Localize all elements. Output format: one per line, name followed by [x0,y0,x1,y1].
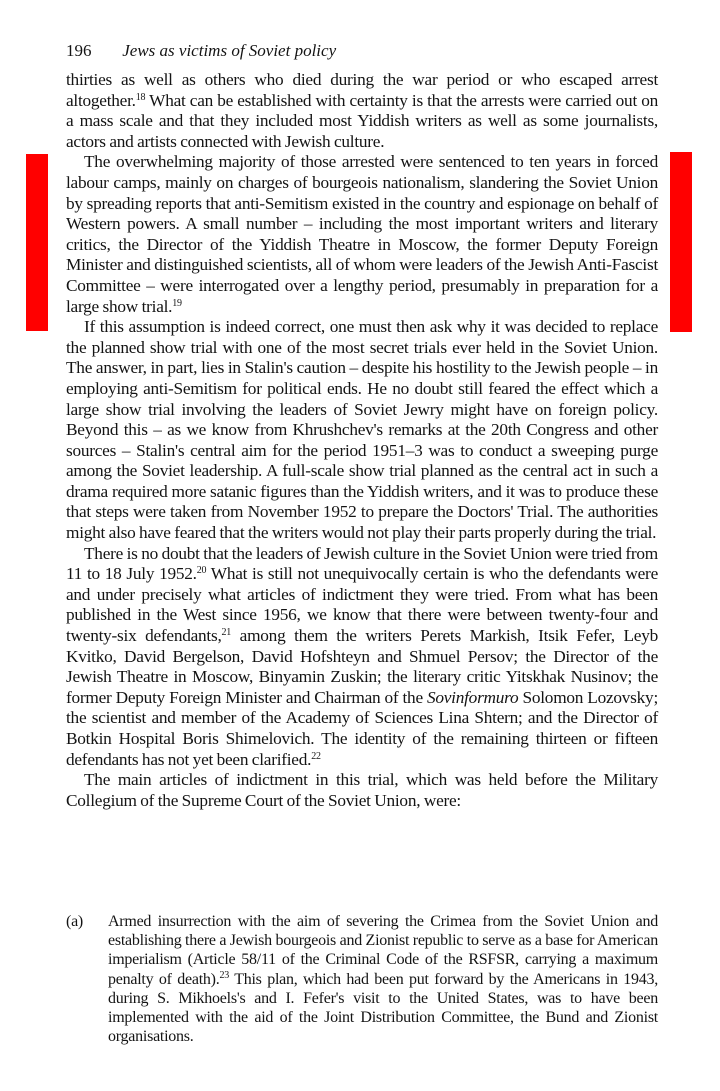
list-item-text [108,912,658,1046]
paragraph-defendants [66,544,658,771]
paragraph-continuation [66,70,658,152]
footnote-ref: 19 [172,297,182,309]
text-run: There is no doubt that the leaders of Jewish culture in the Soviet Union were tried from 11 to 18 July 1952. [66,543,658,584]
indictment-list [66,912,658,1046]
footnote-ref: 23 [219,969,229,981]
footnote-ref: 21 [221,627,232,639]
text-run: If this assumption is indeed correct, one must then ask why it was decided to replace the planned show trial with one of the most secret trials ever held in the Soviet Union. The answer, in part, lies in Stalin's caution – despite his hostility to the Jewish people – in employing anti-Semitism for political ends. He no doubt still feared the effect which a large show trial involving the leaders of Soviet Jewry might have on foreign policy. Beyond this – as we know from Khrushchev's remarks at the 20th Congress and other sources – Stalin's central aim for the period 1951–3 was to conduct a sweeping purge among the Soviet leadership. A full-scale show trial planned as the central act in such a drama required more satanic figures than the Yiddish writers, and it was to produce these that steps were taken from November 1952 to prepare the Doctors' Trial. The authorities might also have feared that the writers would not play their parts properly during the trial. [66,317,658,543]
footnote-ref: 18 [135,91,146,103]
paragraph-show-trial [66,317,658,544]
text-run: among them the writers Perets Markish, Itsik Fefer, Leyb Kvitko, David Bergelson, David Hofshteyn and Shmuel Persov; the Director of the Jewish Theatre in Moscow, Binyamin Zuskin; the literary critic Yitskhak Nusinov; the former Deputy Foreign Minister and Chairman of the [66,626,658,707]
text-run: The overwhelming majority of those arrested were sentenced to ten years in forced labour camps, mainly on charges of bourgeois nationalism, slandering the Soviet Union by spreading reports that anti-Semitism existed in the country and espionage on behalf of Western powers. A small number – including the most important writers and literary critics, the Director of the Yiddish Theatre in Moscow, the former Deputy Foreign Minister and distinguished scientists, all of whom were leaders of the Jewish Anti-Fascist Committee – were interrogated over a lengthy period, presumably in preparation for a large show trial. [66,152,658,316]
text-run: thirties as well as others who died during the war period or who escaped arrest altogether. [66,70,658,110]
text-run: What is still not unequivocally certain is who the defendants were and under precisely what articles of indictment they were tried. From what has been published in the West since 1956, we know that there were between twenty-four and twenty-six defendants, [66,564,658,646]
page-number: 196 [66,41,92,60]
paragraph-sentences [66,152,658,317]
italic-term: Sovinformuro [426,687,519,707]
running-title: Jews as victims of Soviet policy [122,41,337,60]
text-run: What can be established with certainty is that the arrests were carried out on a mass scale and that they included most Yiddish writers as well as some journalists, actors and artists connected with Jewish culture. [66,90,658,151]
list-marker: (a) [66,913,84,930]
text-run: Armed insurrection with the aim of severing the Crimea from the Soviet Union and establishing there a Jewish bourgeois and Zionist republic to serve as a base for American imperialism (Article 58/11 of the Criminal Code of the RSFSR, carrying a maximum penalty of death). [108,913,658,988]
list-item [66,912,658,1046]
footnote-ref: 20 [196,565,207,577]
page-header [66,40,336,62]
text-run: Solomon Lozovsky; the scientist and member of the Academy of Sciences Lina Shtern; and the Director of Botkin Hospital Boris Shimelovich. The identity of the remaining thirteen or fifteen defendants has not yet been clarified. [66,687,658,769]
left-highlight-bar [26,154,48,331]
paragraph-indictment-intro [66,770,658,811]
text-run: The main articles of indictment in this trial, which was held before the Military Collegium of the Supreme Court of the Soviet Union, were: [66,770,658,810]
text-run: This plan, which had been put forward by the Americans in 1943, during S. Mikhoels's and I. Fefer's visit to the United States, was to have been implemented with the aid of the Joint Distribution Committee, the Bund and Zionist organisations. [108,970,658,1046]
footnote-ref: 22 [311,750,321,762]
body-text [66,70,658,811]
right-highlight-bar [670,152,692,332]
